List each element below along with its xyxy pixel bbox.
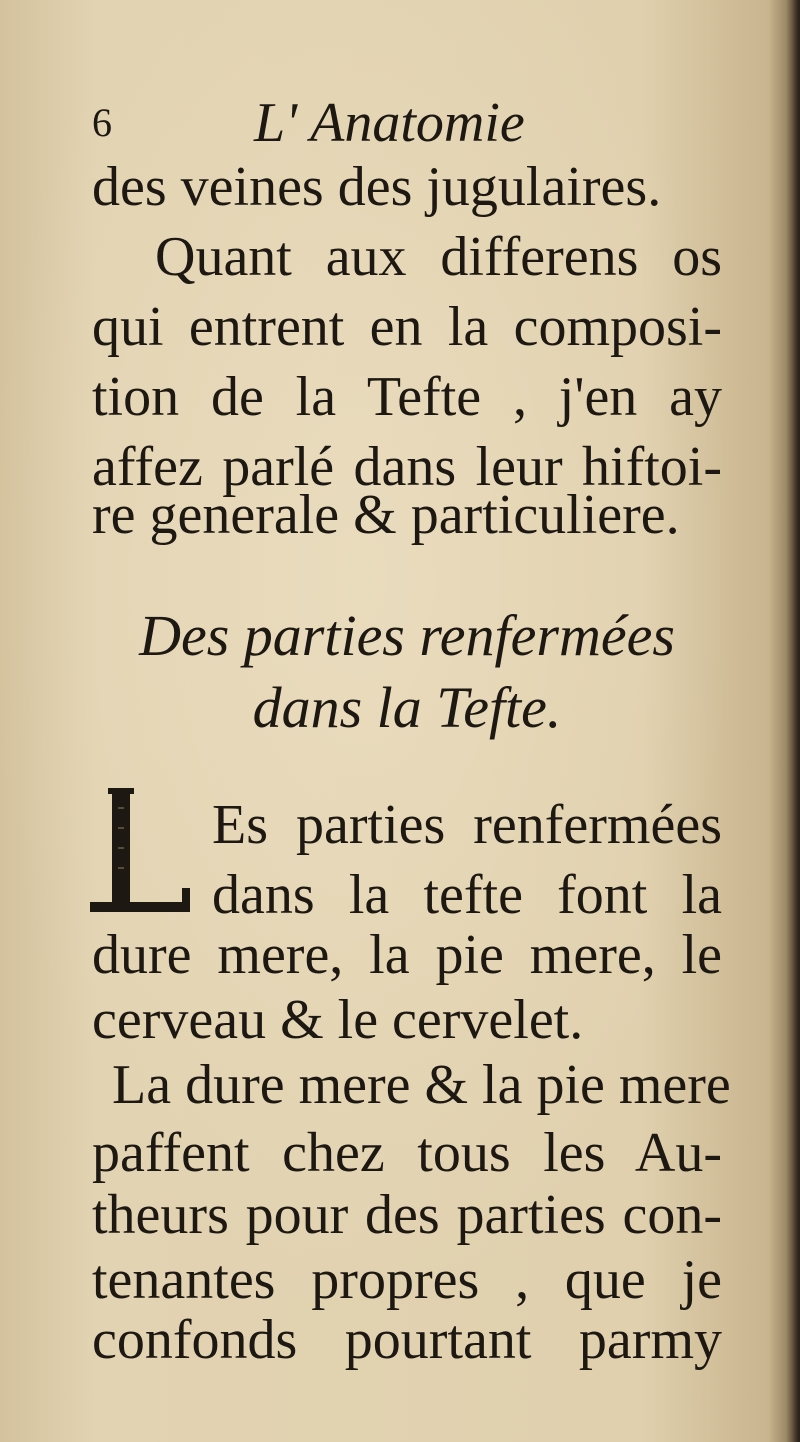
section-subtitle: dans la Tefte. [252,675,562,740]
section-title: Des parties renfermées [139,603,675,668]
text-line: Quant aux differens os [155,226,722,288]
text-line: dans la tefte font la [212,864,722,926]
text-line: tenantes propres , que je [92,1249,722,1311]
text-line: theurs pour des parties con- [92,1184,722,1246]
page-number: 6 [92,100,112,145]
running-title: L' Anatomie [254,92,525,154]
text-line: tion de la Tefte , j'en ay [92,366,722,428]
page-edge-shadow [786,0,800,1442]
text-line: des veines des jugulaires. [92,156,662,218]
drop-cap-ornament [90,788,198,916]
page-header [92,88,722,158]
text-line: cerveau & le cervelet. [92,989,584,1051]
text-line: paffent chez tous les Au- [92,1122,722,1184]
text-line: dure mere, la pie mere, le [92,924,722,986]
text-line: re generale & particuliere. [92,484,680,546]
text-line: affez parlé dans leur hiftoi- [92,436,722,498]
text-line: confonds pourtant parmy [92,1309,722,1371]
text-line: La dure mere & la pie mere [112,1054,731,1116]
text-line: Es parties renfermées [212,794,722,856]
text-line: qui entrent en la composi- [92,296,722,358]
